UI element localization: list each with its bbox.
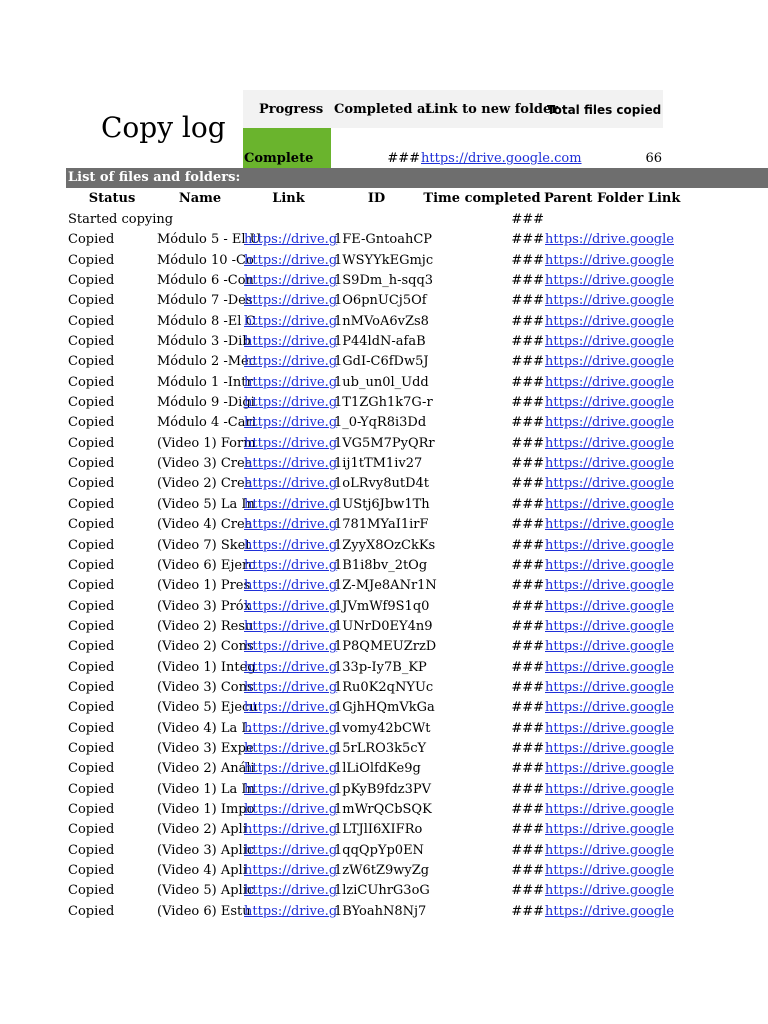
row-status: Copied — [68, 415, 115, 431]
row-parent-folder-link[interactable]: https://drive.google — [545, 863, 674, 878]
row-link[interactable]: https://drive.g — [244, 415, 338, 431]
row-status: Copied — [68, 720, 115, 736]
row-id: 1lziCUhrG3oG — [334, 883, 430, 899]
row-parent-folder-link[interactable]: https://drive.google — [545, 415, 674, 431]
table-row — [0, 597, 768, 617]
row-parent-folder-link[interactable]: https://drive.google — [545, 374, 674, 390]
row-status: Copied — [68, 700, 115, 716]
row-id: 1ij1tTM1iv27 — [334, 456, 423, 472]
row-link[interactable]: https://drive.g — [244, 557, 338, 573]
table-row — [0, 841, 768, 861]
row-link[interactable]: https://drive.g — [244, 354, 338, 370]
row-parent-folder-link[interactable]: https://drive.google — [545, 557, 674, 573]
row-parent-folder-link[interactable]: https://drive.google — [545, 883, 674, 899]
row-id: 1oLRvy8utD4t — [334, 476, 429, 492]
row-link[interactable]: https://drive.g — [244, 456, 338, 472]
row-link[interactable]: https://drive.g — [244, 761, 338, 777]
row-name: Módulo 7 -Des — [157, 293, 253, 309]
row-status: Copied — [68, 395, 115, 411]
row-name: (Video 4) Apli — [157, 863, 247, 878]
row-name: (Video 5) La In — [157, 496, 255, 512]
row-status: Copied — [68, 842, 115, 858]
row-status: Copied — [68, 537, 115, 553]
table-row — [0, 495, 768, 515]
row-id: 1nMVoA6vZs8 — [334, 313, 429, 329]
row-time-completed: ### — [511, 273, 544, 289]
table-row — [0, 271, 768, 291]
row-status: Copied — [68, 293, 115, 309]
row-status: Copied — [68, 618, 115, 634]
row-link[interactable]: https://drive.g — [244, 273, 338, 289]
table-row — [0, 637, 768, 657]
row-name: (Video 2) Cons — [157, 639, 254, 655]
row-id: 1VG5M7PyQRr — [334, 435, 435, 451]
table-row — [0, 332, 768, 352]
row-name: (Video 7) Sket — [157, 537, 251, 553]
completed-at-value: ### — [387, 151, 420, 166]
column-header-status: Status — [88, 191, 136, 206]
column-header-link: Link — [272, 191, 305, 206]
row-status: Copied — [68, 252, 115, 268]
row-parent-folder-link[interactable]: https://drive.google — [545, 700, 674, 716]
row-id: 15rLRO3k5cY — [334, 740, 427, 756]
row-id: 1Ru0K2qNYUc — [334, 679, 434, 695]
row-name: (Video 2) Resu — [157, 618, 254, 634]
row-status: Copied — [68, 679, 115, 695]
row-time-completed: ### — [511, 720, 544, 736]
row-name: (Video 1) Impo — [157, 801, 255, 817]
row-id: 1WSYYkEGmjc — [334, 252, 434, 268]
row-parent-folder-link[interactable]: https://drive.google — [545, 679, 674, 695]
row-time-completed: ### — [511, 252, 544, 268]
row-parent-folder-link[interactable]: https://drive.google — [545, 476, 674, 492]
row-name: Módulo 2 -Mec — [157, 354, 257, 370]
row-id: 1P44ldN-afaB — [334, 334, 426, 350]
row-parent-folder-link[interactable]: https://drive.google — [545, 801, 674, 817]
row-status: Copied — [68, 801, 115, 817]
row-time-completed: ### — [511, 781, 544, 797]
row-parent-folder-link[interactable]: https://drive.google — [545, 273, 674, 289]
row-link[interactable]: https://drive.g — [244, 598, 338, 614]
row-name: (Video 6) Estu — [157, 903, 251, 919]
row-time-completed: ### — [511, 700, 544, 716]
row-time-completed: ### — [511, 496, 544, 512]
row-id: 1UStj6Jbw1Th — [334, 496, 430, 512]
row-time-completed: ### — [511, 476, 544, 492]
row-time-completed: ### — [511, 415, 544, 431]
completed-at-header: Completed at — [334, 102, 432, 117]
row-id: 1JVmWf9S1q0 — [334, 598, 430, 614]
row-id: 1mWrQCbSQK — [334, 801, 432, 817]
row-name: Módulo 8 -El C — [157, 313, 256, 329]
row-link[interactable]: https://drive.g — [244, 618, 338, 634]
table-row — [0, 881, 768, 901]
row-time-completed: ### — [511, 557, 544, 573]
row-parent-folder-link[interactable]: https://drive.google — [545, 598, 674, 614]
row-time-completed: ### — [511, 842, 544, 858]
row-name: (Video 1) Integ — [157, 659, 256, 675]
row-link[interactable]: https://drive.g — [244, 883, 338, 899]
row-status: Copied — [68, 761, 115, 777]
table-row — [0, 352, 768, 372]
row-id: 1ZyyX8OzCkKs — [334, 537, 436, 553]
row-name: (Video 2) Apli — [157, 822, 247, 838]
row-parent-folder-link[interactable]: https://drive.google — [545, 354, 674, 370]
row-time-completed: ### — [511, 639, 544, 655]
row-parent-folder-link[interactable]: https://drive.google — [545, 517, 674, 533]
table-row — [0, 515, 768, 535]
row-name: (Video 6) Ejerc — [157, 557, 256, 573]
row-status: Copied — [68, 822, 115, 838]
table-row — [0, 251, 768, 271]
row-name: Módulo 1 -Intr — [157, 374, 253, 390]
table-row — [0, 861, 768, 881]
row-status: Copied — [68, 232, 115, 248]
row-time-completed: ### — [511, 395, 544, 411]
row-time-completed: ### — [511, 537, 544, 553]
row-status: Copied — [68, 517, 115, 533]
row-time-completed: ### — [511, 578, 544, 594]
row-time-completed: ### — [511, 903, 544, 919]
row-parent-folder-link[interactable]: https://drive.google — [545, 639, 674, 655]
row-parent-folder-link[interactable]: https://drive.google — [545, 293, 674, 309]
row-name: Módulo 3 -Dib — [157, 334, 251, 350]
row-parent-folder-link[interactable]: https://drive.google — [545, 618, 674, 634]
row-id: 1LTJlI6XIFRo — [334, 822, 423, 838]
row-name: (Video 3) Aplic — [157, 842, 255, 858]
row-link[interactable]: https://drive.g — [244, 232, 338, 248]
row-name: (Video 3) Crea — [157, 456, 253, 472]
row-parent-folder-link[interactable]: https://drive.google — [545, 822, 674, 838]
row-parent-folder-link[interactable]: https://drive.google — [545, 252, 674, 268]
table-row — [0, 434, 768, 454]
row-parent-folder-link[interactable]: https://drive.google — [545, 232, 674, 248]
row-parent-folder-link[interactable]: https://drive.google — [545, 781, 674, 797]
table-row — [0, 780, 768, 800]
row-link[interactable]: https://drive.g — [244, 822, 338, 838]
row-time-completed: ### — [511, 435, 544, 451]
row-link[interactable]: https://drive.g — [244, 334, 338, 350]
row-id: 1Z-MJe8ANr1N — [334, 578, 437, 594]
row-link[interactable]: https://drive.g — [244, 252, 338, 268]
table-row — [0, 536, 768, 556]
row-name: (Video 4) La L — [157, 720, 250, 736]
row-link[interactable]: https://drive.g — [244, 537, 338, 553]
row-parent-folder-link[interactable]: https://drive.google — [545, 496, 674, 512]
row-time-completed: ### — [511, 801, 544, 817]
row-status: Copied — [68, 313, 115, 329]
row-id: 1ub_un0l_Udd — [334, 374, 429, 390]
row-status: Copied — [68, 456, 115, 472]
row-link[interactable]: https://drive.g — [244, 476, 338, 492]
row-parent-folder-link[interactable]: https://drive.google — [545, 578, 674, 594]
table-row — [0, 800, 768, 820]
row-status: Copied — [68, 659, 115, 675]
table-row — [0, 617, 768, 637]
row-time-completed: ### — [511, 456, 544, 472]
table-row — [0, 230, 768, 250]
row-name: (Video 2) Crea — [157, 476, 253, 492]
table-row — [0, 739, 768, 759]
total-files-copied-header: Total files copied — [547, 103, 662, 117]
row-parent-folder-link[interactable]: https://drive.google — [545, 395, 674, 411]
row-parent-folder-link[interactable]: https://drive.google — [545, 720, 674, 736]
row-name: (Video 4) Crea — [157, 517, 253, 533]
row-time-completed: ### — [511, 822, 544, 838]
row-link[interactable]: https://drive.g — [244, 740, 338, 756]
row-status: Copied — [68, 578, 115, 594]
row-id: 1S9Dm_h-sqq3 — [334, 273, 434, 289]
row-status: Copied — [68, 781, 115, 797]
row-id: 1FE-GntoahCP — [334, 232, 433, 248]
row-status: Copied — [68, 374, 115, 390]
row-time-completed: ### — [511, 334, 544, 350]
row-status: Copied — [68, 354, 115, 370]
total-files-copied-value: 66 — [645, 151, 662, 166]
column-header-parent-folder-link: Parent Folder Link — [544, 191, 681, 206]
row-link[interactable]: https://drive.g — [244, 435, 338, 451]
column-header-time-completed: Time completed — [423, 191, 541, 206]
row-link[interactable]: https://drive.g — [244, 293, 338, 309]
table-row — [0, 474, 768, 494]
row-link[interactable]: https://drive.g — [244, 659, 338, 675]
table-row — [0, 413, 768, 433]
row-status: Copied — [68, 334, 115, 350]
table-row — [0, 820, 768, 840]
row-id: 1UNrD0EY4n9 — [334, 618, 433, 634]
row-id: 1BYoahN8Nj7 — [334, 903, 427, 919]
row-name: (Video 3) Próx — [157, 598, 251, 614]
row-status: Copied — [68, 476, 115, 492]
table-row — [0, 210, 768, 230]
row-parent-folder-link[interactable]: https://drive.google — [545, 456, 674, 472]
row-name: Módulo 9 -Digi — [157, 395, 255, 411]
row-name: (Video 1) Form — [157, 435, 256, 451]
row-id: 1pKyB9fdz3PV — [334, 781, 432, 797]
row-name: (Video 5) Ejecu — [157, 700, 258, 716]
row-id: 1GdI-C6fDw5J — [334, 354, 429, 370]
row-id: 1vomy42bCWt — [334, 720, 431, 736]
row-status: Copied — [68, 639, 115, 655]
table-row — [0, 556, 768, 576]
row-name: Módulo 5 - El U — [157, 232, 261, 248]
row-time-completed: ### — [511, 618, 544, 634]
row-name: (Video 5) Aplic — [157, 883, 255, 899]
row-link[interactable]: https://drive.g — [244, 496, 338, 512]
row-parent-folder-link[interactable]: https://drive.google — [545, 761, 674, 777]
column-header-row — [0, 190, 768, 210]
row-status: Copied — [68, 273, 115, 289]
row-status: Copied — [68, 863, 115, 878]
row-status: Copied — [68, 435, 115, 451]
row-id: 133p-Iy7B_KP — [334, 659, 427, 675]
row-id: 1zW6tZ9wyZg — [334, 863, 430, 878]
row-link[interactable]: https://drive.g — [244, 517, 338, 533]
row-id: 1B1i8bv_2tOg — [334, 557, 428, 573]
column-header-name: Name — [178, 191, 222, 206]
row-link[interactable]: https://drive.g — [244, 639, 338, 655]
row-status: Copied — [68, 883, 115, 899]
row-time-completed: ### — [511, 212, 544, 227]
row-parent-folder-link[interactable]: https://drive.google — [545, 842, 674, 858]
row-id: 1GjhHQmVkGa — [334, 700, 435, 716]
row-status: Copied — [68, 557, 115, 573]
row-name: (Video 3) Cons — [157, 679, 254, 695]
row-time-completed: ### — [511, 598, 544, 614]
row-time-completed: ### — [511, 313, 544, 329]
row-time-completed: ### — [511, 883, 544, 899]
row-link[interactable]: https://drive.g — [244, 374, 338, 390]
row-id: 1_0-YqR8i3Dd — [334, 415, 427, 431]
table-row — [0, 373, 768, 393]
row-link[interactable]: https://drive.g — [244, 781, 338, 797]
new-folder-link[interactable]: https://drive.google.com — [421, 151, 582, 166]
row-parent-folder-link[interactable]: https://drive.google — [545, 334, 674, 350]
row-link[interactable]: https://drive.g — [244, 801, 338, 817]
row-parent-folder-link[interactable]: https://drive.google — [545, 313, 674, 329]
table-row — [0, 291, 768, 311]
row-parent-folder-link[interactable]: https://drive.google — [545, 435, 674, 451]
row-status: Started copying — [68, 212, 174, 227]
row-name: Módulo 4 -Cari — [157, 415, 256, 431]
row-name: (Video 3) Expe — [157, 740, 254, 756]
table-row — [0, 658, 768, 678]
row-link[interactable]: https://drive.g — [244, 863, 338, 878]
table-row — [0, 312, 768, 332]
row-time-completed: ### — [511, 761, 544, 777]
row-link[interactable]: https://drive.g — [244, 395, 338, 411]
row-status: Copied — [68, 740, 115, 756]
table-row — [0, 759, 768, 779]
row-time-completed: ### — [511, 232, 544, 248]
row-link[interactable]: https://drive.g — [244, 903, 338, 919]
row-time-completed: ### — [511, 293, 544, 309]
row-name: (Video 1) La In — [157, 781, 255, 797]
row-time-completed: ### — [511, 740, 544, 756]
row-time-completed: ### — [511, 354, 544, 370]
row-status: Copied — [68, 598, 115, 614]
row-parent-folder-link[interactable]: https://drive.google — [545, 740, 674, 756]
table-row — [0, 698, 768, 718]
row-status: Copied — [68, 496, 115, 512]
table-row — [0, 576, 768, 596]
progress-status: Complete — [244, 151, 314, 166]
table-row — [0, 454, 768, 474]
row-id: 1O6pnUCj5Of — [334, 293, 427, 309]
row-time-completed: ### — [511, 679, 544, 695]
row-name: Módulo 10 -Co — [157, 252, 254, 268]
page-title: Copy log — [101, 111, 226, 144]
row-time-completed: ### — [511, 517, 544, 533]
row-id: 1P8QMEUZrzD — [334, 639, 437, 655]
row-time-completed: ### — [511, 863, 544, 878]
row-link[interactable]: https://drive.g — [244, 700, 338, 716]
row-link[interactable]: https://drive.g — [244, 679, 338, 695]
row-id: 1781MYaI1irF — [334, 517, 429, 533]
table-row — [0, 719, 768, 739]
row-status: Copied — [68, 903, 115, 919]
row-parent-folder-link[interactable]: https://drive.google — [545, 537, 674, 553]
column-header-id: ID — [367, 191, 386, 206]
row-name: Módulo 6 -Con — [157, 273, 254, 289]
new-folder-link-header: Link to new folder — [425, 102, 559, 117]
row-name: (Video 1) Pres — [157, 578, 251, 594]
row-link[interactable]: https://drive.g — [244, 578, 338, 594]
row-parent-folder-link[interactable]: https://drive.google — [545, 903, 674, 919]
row-time-completed: ### — [511, 374, 544, 390]
row-name: (Video 2) Análi — [157, 761, 255, 777]
table-row — [0, 678, 768, 698]
row-link[interactable]: https://drive.g — [244, 842, 338, 858]
file-list — [0, 210, 768, 922]
progress-header: Progress — [259, 102, 324, 117]
row-parent-folder-link[interactable]: https://drive.google — [545, 659, 674, 675]
row-time-completed: ### — [511, 659, 544, 675]
row-id: 1lLiOlfdKe9g — [334, 761, 421, 777]
row-id: 1qqQpYp0EN — [334, 842, 424, 858]
row-id: 1T1ZGh1k7G-r — [334, 395, 433, 411]
table-row — [0, 393, 768, 413]
section-label: List of files and folders: — [68, 170, 241, 185]
row-link[interactable]: https://drive.g — [244, 313, 338, 329]
table-row — [0, 902, 768, 922]
row-link[interactable]: https://drive.g — [244, 720, 338, 736]
